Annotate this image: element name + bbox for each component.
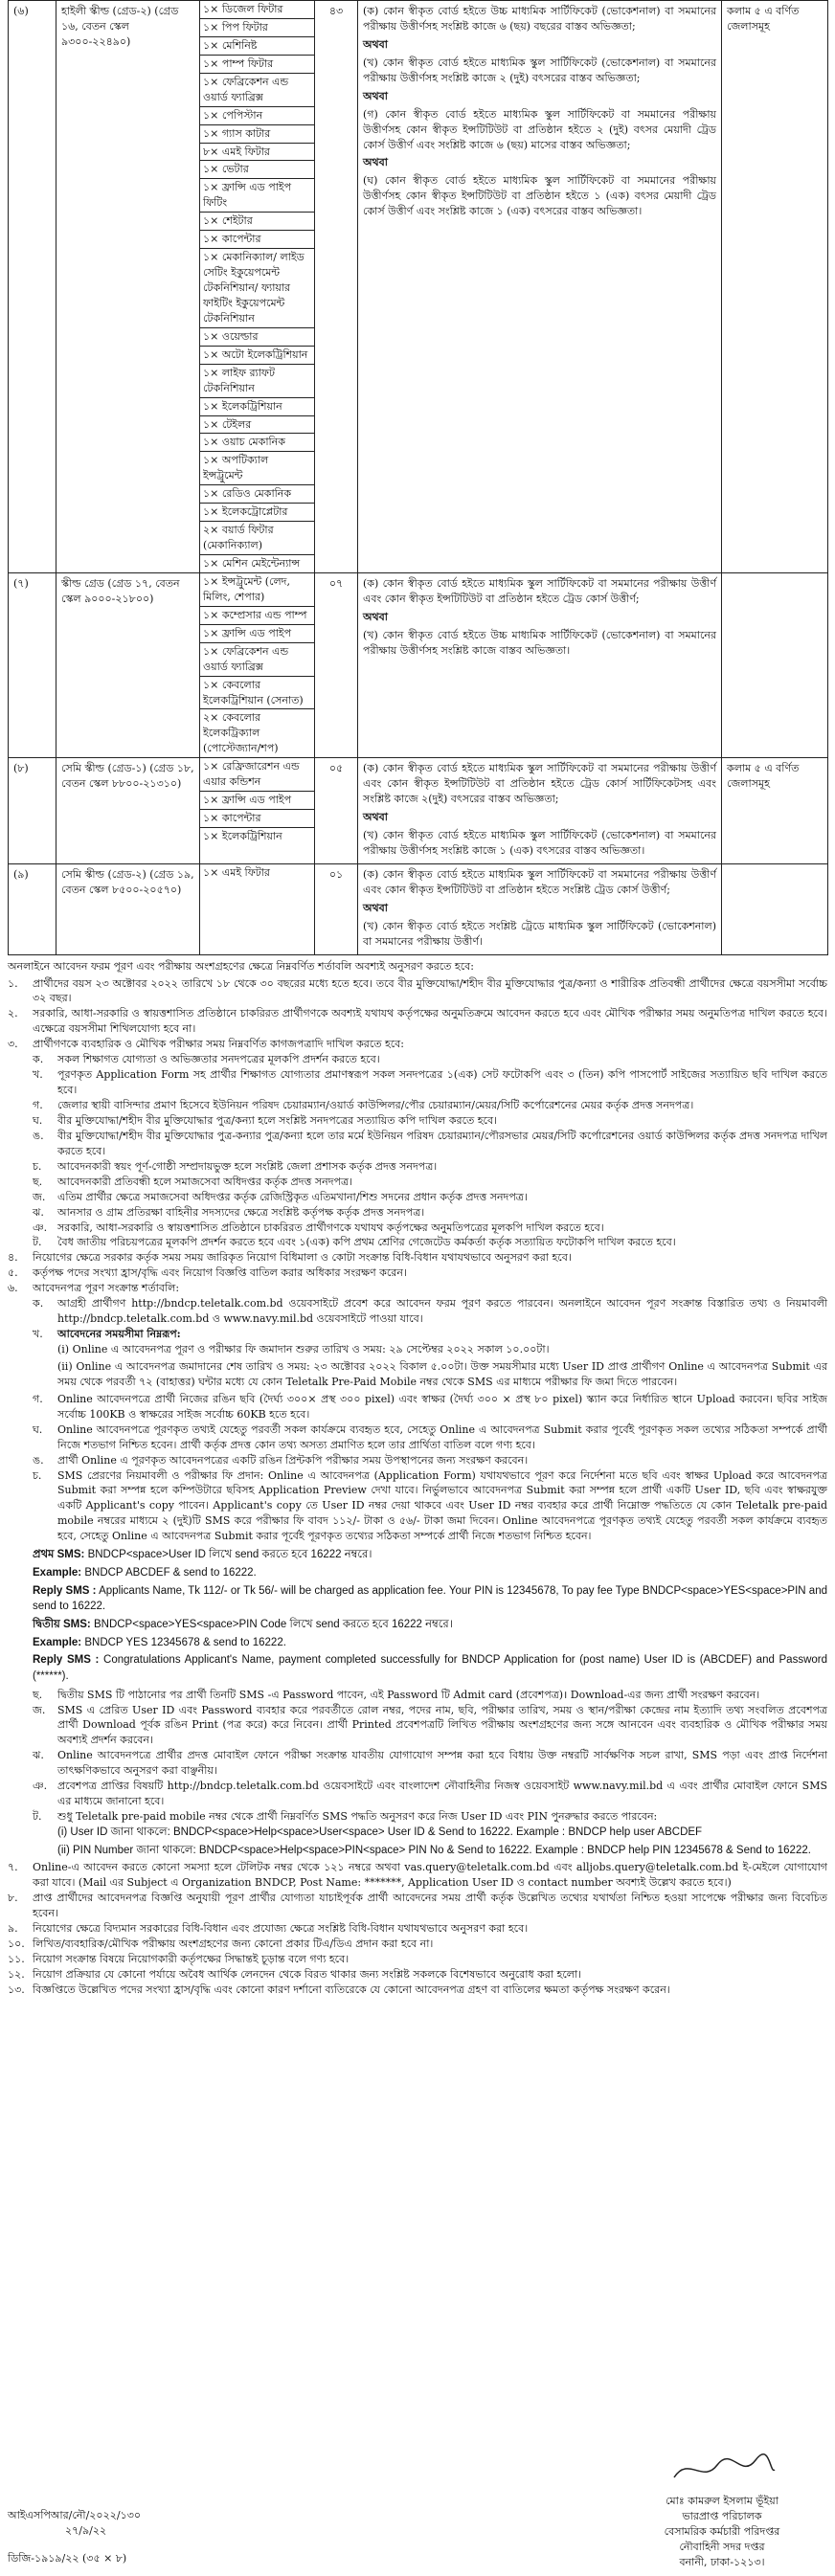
tail-text: বিজ্ঞপ্তিতে উল্লেখিত পদের সংখ্যা হ্রাস/বৃদ্ধি এবং কোনো কারণ দর্শানো ব্যতিরেকে যে কোনো আবেদনপত্র গ্রহণ বা বাতিলের ক্ষমতা কর্তৃপক্ষ সংরক্ষণ করেন।	[33, 1982, 670, 1996]
trade-item: ২× বয়ার্ড ফিটার (মেকানিক্যাল)	[200, 522, 314, 555]
recover-item: (ii) PIN Number জানা থাকলে: BNDCP<space>Help<space>PIN<space> PIN No & Send to 16222. Example : BNDCP help PIN 12345678 & Send to 16222.	[57, 1844, 811, 1856]
sms-first: BNDCP<space>User ID লিখে send করতে হবে 16222 নম্বরে।	[87, 1549, 372, 1561]
job-serial: (৬)	[9, 1, 56, 573]
document	[8, 0, 827, 1998]
condition-number: ৬.	[8, 1282, 18, 1295]
trade-item: ১× অপটিক্যাল ইন্সট্রুমেন্ট	[200, 452, 314, 485]
condition-text: সরকারি, আধা-সরকারি ও স্বায়ত্তশাসিত প্রতিষ্ঠানে চাকরিরত প্রার্থীগণকে অবশ্যই যথাযথ কর্তৃপক্ষের অনুমতিক্রমে আবেদন করতে হবে এবং মৌখিক পরীক্ষার সময় অনুমতিপত্র দাখিল করতে হবে। এক্ষেত্রে বয়সসীমা শিথিলযোগ্য হবে না।	[33, 1007, 827, 1036]
condition-number: ৩.	[8, 1038, 18, 1051]
post-sms-text: দ্বিতীয় SMS টি পাঠানোর পর প্রার্থী তিনটি SMS -এ Password পাবেন, এই Password টি Admit card (প্রবেশপত্র)। Download-এর জন্য প্রার্থী সংরক্ষণ করবেন।	[57, 1688, 760, 1701]
or-separator: অথবা	[363, 811, 388, 824]
job-area	[722, 863, 828, 954]
post-sms-text: শুধু Teletalk pre-paid mobile নম্বর থেকে প্রার্থী নিম্নবর্ণিত SMS পদ্ধতি অনুসরণ করে নিজ User ID এবং PIN পুনরুদ্ধার করতে পারবেন:	[57, 1810, 658, 1824]
trade-item: ১× ইলেকট্রিশিয়ান	[203, 830, 282, 842]
bullet-text: প্রার্থী Online এ পূরণকৃত আবেদনপত্রের একটি রঙিন প্রিন্টকপি পরীক্ষার সময় উপস্থাপনের জন্য সংরক্ষণ করবেন।	[57, 1453, 529, 1467]
dfp-code: ডিজি-১৯১৯/২২ (৩৫ × ৮)	[8, 2552, 127, 2565]
condition-number: ২.	[8, 1007, 18, 1020]
condition-number: ১.	[8, 976, 18, 990]
condition-text: কর্তৃপক্ষ পদের সংখ্যা হ্রাস/বৃদ্ধি এবং নিয়োগ বিজ্ঞপ্তি বাতিল করার অধিকার সংরক্ষণ করেন।	[33, 1266, 407, 1280]
job-trades	[200, 572, 315, 757]
qualification-item: (ক) কোন স্বীকৃত বোর্ড হইতে উচ্চ মাধ্যমিক সার্টিফিকেট (ভোকেশনাল) বা সমমানের পরীক্ষায় উত্তীর্ণসহ সংশ্লিষ্ট কাজে ৬ (ছয়) বছরের বাস্তব অভিজ্ঞতা;	[363, 5, 716, 33]
trade-item: ১× মেকানিক্যাল/ লাইড সেটিং ইকুয়েপমেন্ট টেকনিশিয়ান/ ফ্যায়ার ফাইটিং ইকুয়েপমেন্ট টেকনিশিয়ান	[200, 249, 314, 328]
or-separator: অথবা	[363, 156, 388, 169]
condition-text: বৈধ জাতীয় পরিচয়পত্রের মূলকপি প্রদর্শন করতে হবে এবং ১(এক) কপি প্রথম শ্রেণির গেজেটেড কর্মকর্তা কর্তৃক সত্যায়িত ফটোকপি দাখিল করতে হবে।	[57, 1236, 676, 1249]
or-separator: অথবা	[363, 610, 388, 623]
condition-item	[8, 1205, 827, 1221]
tail-number: ৯.	[8, 1922, 18, 1936]
condition-number: গ.	[33, 1099, 43, 1111]
trade-item: ১× শেইটার	[200, 213, 314, 231]
qualification-item: (খ) কোন স্বীকৃত বোর্ড হইতে সংশ্লিষ্ট ট্রেডে মাধ্যমিক স্কুল সার্টিফিকেট (ভোকেশনাল) বা সমমানের পরীক্ষায় উত্তীর্ণ।	[363, 919, 716, 948]
tail-item	[8, 1967, 827, 1982]
condition-number: ঞ.	[33, 1221, 48, 1234]
sms-reply2: Congratulations Applicant's Name, payment completed successfully for BNDCP Application for (post name) User ID is (ABCDEF) and Password (******).	[33, 1654, 827, 1682]
job-post: সেমি স্কীল্ড (গ্রেড-২) (গ্রেড ১৯, বেতন স্কেল ৮৫০০-২০৫৭০)	[56, 863, 200, 954]
condition-number: ছ.	[33, 1175, 43, 1188]
condition-text: পূরণকৃত Application Form সহ প্রার্থীর শিক্ষাগত যোগ্যতার প্রমাণস্বরূপ সকল সনদপত্রের ১(এক) সেট ফটোকপি এবং ৩ (তিন) কপি পাসপোর্ট সাইজের সত্যায়িত ছবি দাখিল করতে হবে।	[57, 1068, 827, 1097]
condition-number: জ.	[33, 1190, 46, 1203]
tail-item	[8, 1982, 827, 1998]
or-separator: অথবা	[363, 89, 388, 102]
tail-text: নিয়োগ প্রক্রিয়ার যে কোনো পর্যায়ে অবৈধ আর্থিক লেনদেন থেকে বিরত থাকার জন্য সংশ্লিষ্ট সকলকে বিশেষভাবে অনুরোধ করা হলো।	[33, 1967, 582, 1981]
trade-item: ১× গ্যাস কাটার	[200, 124, 314, 143]
condition-text: বীর মুক্তিযোদ্ধা/শহীদ বীর মুক্তিযোদ্ধার পুত্র/কন্যা হলে সংশ্লিষ্ট সনদপত্রের সত্যায়িত কপি দাখিল করতে হবে।	[57, 1113, 498, 1127]
condition-text: জেলার স্থায়ী বাসিন্দার প্রমাণ হিসেবে ইউনিয়ন পরিষদ চেয়ারম্যান/ওয়ার্ড কাউন্সিলর/পৌর চেয়ারম্যান/মেয়র/সিটি কর্পোরেশনের মেয়র কর্তৃক প্রদত্ত সনদপত্র।	[57, 1099, 694, 1111]
tail-number: ১০.	[8, 1938, 25, 1951]
condition-item	[8, 1129, 827, 1159]
job-post: হাইলী স্কীল্ড (গ্রেড-২) (গ্রেড ১৬, বেতন স্কেল ৯৩০০-২২৪৯০)	[56, 1, 200, 573]
reference-block	[8, 2508, 141, 2539]
condition-item	[8, 1067, 827, 1098]
signature-address: বনানী, ঢাকা-১২১৩।	[679, 2555, 765, 2568]
condition-item	[8, 1250, 827, 1266]
condition-item	[8, 1159, 827, 1175]
trade-item: ১× এমই ফিটার	[203, 865, 270, 879]
qualification-item: (খ) কোন স্বীকৃত বোর্ড হইতে মাধ্যমিক স্কুল সার্টিফিকেট (ভোকেশনাল) বা সমমানের পরীক্ষায় উত্তীর্ণসহ সংশ্লিষ্ট কাজে ২ (দুই) বৎসরের বাস্তব অভিজ্ঞতা;	[363, 56, 716, 84]
reference-date: ২৭/৯/২২	[65, 2523, 107, 2537]
job-post: স্কীল্ড গ্রেড (গ্রেড ১৭, বেতন স্কেল ৯০০০-২১৮০০)	[56, 572, 200, 757]
condition-number: ক.	[33, 1053, 44, 1066]
condition-text: এতিম প্রার্থীর ক্ষেত্রে সমাজসেবা অধিদপ্তর কর্তৃক রেজিস্ট্রিকৃত এতিমখানা/শিশু সদনের প্রধান কর্তৃক প্রদত্ত সনদপত্র।	[57, 1190, 528, 1203]
job-row	[9, 758, 828, 864]
condition-item	[8, 976, 827, 1007]
signature-name: মোঃ কামরুল ইসলাম ভূঁইয়া	[666, 2494, 779, 2507]
condition-item	[8, 1235, 827, 1250]
job-count: ০৭	[315, 572, 358, 757]
job-row	[9, 863, 828, 954]
trade-item: ১× ভেটার	[200, 161, 314, 179]
or-separator: অথবা	[363, 37, 388, 51]
condition-item	[8, 1266, 827, 1281]
condition-text: আনসার ও গ্রাম প্রতিরক্ষা বাহিনীর সদস্যদের ক্ষেত্রে সংশ্লিষ্ট কর্তৃপক্ষ কর্তৃক প্রদত্ত সনদপত্র।	[57, 1205, 425, 1219]
trade-item: ১× পাম্প ফিটার	[200, 55, 314, 73]
qualification-item: (ক) কোন স্বীকৃত বোর্ড হইতে মাধ্যমিক স্কুল সার্টিফিকেট বা সমমানের পরীক্ষায় উত্তীর্ণ এবং কোন স্বীকৃত ইন্সটিটিউট বা প্রতিষ্ঠান হইতে সংশ্লিষ্ট ট্রেড কোর্স উত্তীর্ণ;	[363, 867, 716, 896]
trade-item: ১× রেডিও মেকানিক	[200, 485, 314, 504]
job-area	[722, 572, 828, 757]
trade-item: ১× পেপিস্টান	[200, 106, 314, 124]
condition-number: ঝ.	[33, 1205, 44, 1219]
trade-item: ১× ফেব্রিকেশন এন্ড ওয়ার্ড ফ্যাব্রিক্স	[200, 642, 314, 676]
job-area: কলাম ৫ এ বর্ণিত জেলাসমূহ	[722, 758, 828, 864]
condition-text: আবেদনকারী স্বয়ং পূর্ণ-গোষ্ঠী সম্প্রদায়ভুক্ত হলে সংশ্লিষ্ট জেলা প্রশাসক কর্তৃক প্রদত্ত সনদপত্র।	[57, 1159, 438, 1173]
trade-item: ১× কম্প্রেসার এন্ড পাম্প	[200, 606, 314, 624]
helpline-text: Online-এ আবেদন করতে কোনো সমস্যা হলে টেলিটক নম্বর থেকে ১২১ নম্বরে অথবা vas.query@teletalk.com.bd এবং alljobs.query@teletalk.com.bd ই-মেইলে যোগাযোগ করা যাবে। (Mail এর Subject এ Organization BNDCP, Post Name: *******, Application User ID ও contact number অবশ্যই উল্লেখ করতে হবে।)	[33, 1861, 827, 1890]
condition-text: প্রার্থীগণকে ব্যবহারিক ও মৌখিক পরীক্ষার সময় নিম্নবর্ণিত কাগজপত্রাদি দাখিল করতে হবে:	[33, 1038, 405, 1051]
trade-item: ১× টেইলর	[200, 415, 314, 434]
trade-item: ১× ফেব্রিকেশন এন্ড ওয়ার্ড ফ্যাব্রিক্স	[200, 73, 314, 106]
condition-item	[8, 1175, 827, 1190]
job-serial: (৮)	[9, 758, 56, 864]
tail-number: ১১.	[8, 1952, 25, 1965]
signature-org: নৌবাহিনী সদর দপ্তর	[679, 2540, 765, 2553]
condition-item	[8, 1221, 827, 1236]
job-count: ০১	[315, 863, 358, 954]
tail-item	[8, 1952, 827, 1967]
job-area: কলাম ৫ এ বর্ণিত জেলাসমূহ	[722, 1, 828, 573]
trade-item: ১× ইলেকট্রিশিয়ান	[200, 397, 314, 415]
sms-example1: BNDCP ABCDEF & send to 16222.	[84, 1566, 257, 1579]
sms-example2: BNDCP YES 12345678 & send to 16222.	[84, 1636, 286, 1648]
condition-number: ঙ.	[33, 1129, 44, 1142]
signature-designation: ভারপ্রাপ্ত পরিচালক	[682, 2509, 762, 2522]
condition-number: ৪.	[8, 1251, 18, 1265]
online-apply-section: ক. আগ্রহী প্রার্থীগণ http://bndcp.teletalk.com.bd ওয়েবসাইটে প্রবেশ করে আবেদন ফরম পূরণ করতে পারবেন। অনলাইনে আবেদন পূরণ সংক্রান্ত বিস্তারিত তথ্য ও নিয়মাবলী http://bndcp.teletalk.com.bd ও www.navy.mil.bd ওয়েবসাইটে পাওয়া যাবে। খ. আবেদনের সময়সীমা নিম্নরূপ: (i) Online এ আবেদনপত্র পূরণ ও পরীক্ষার ফি জমাদান শুরুর তারিখ ও সময়: ২৯ সেপ্টেম্বর ২০২২ সকাল ১০.০০টা। (ii) Online এ আবেদনপত্র জমাদানের শেষ তারিখ ও সময়: ২৩ অক্টোবর ২০২২ বিকাল ৫.০০টা। উক্ত সময়সীমার মধ্যে User ID প্রাপ্ত প্রার্থীগণ Online এ আবেদনপত্র Submit এর সময় থেকে পরবর্তী ৭২ (বাহাত্তর) ঘন্টার মধ্যে যে কোন Teletalk Pre-Paid Mobile নম্বর থেকে SMS এর মাধ্যমে পরীক্ষার ফি জমা দিতে পারবেন। গ. Online আবেদনপত্রে প্রার্থী নিজের রঙিন ছবি (দৈর্ঘ্য ৩০০× প্রস্থ ৩০০ pixel) এবং স্বাক্ষর (দৈর্ঘ্য ৩০০ × প্রস্থ ৮০ pixel) স্ক্যান করে নির্ধারিত স্থানে Upload করবেন। ছবির সাইজ সর্বোচ্চ 100KB ও স্বাক্ষরের সাইজ সর্বোচ্চ 60KB হতে হবে। ঘ. Online আবেদনপত্রে পূরণকৃত তথ্যই যেহেতু পরবর্তী সকল কার্যক্রমে ব্যবহৃত হবে, সেহেতু Online এ আবেদনপত্র Submit করার পূর্বেই পূরণকৃত সকল তথ্যের সঠিকতা সম্পর্কে প্রার্থী নিজে শতভাগ নিশ্চিত হবেন। প্রার্থী কর্তৃক প্রদত্ত কোন তথ্য অসত্য প্রমাণিত হলে তার প্রার্থিতা বাতিল বলে গণ্য হবে। ঙ. প্রার্থী Online এ পূরণকৃত আবেদনপত্রের একটি রঙিন প্রিন্টকপি পরীক্ষার সময় উপস্থাপনের জন্য সংরক্ষণ করবেন। চ. SMS প্রেরণের নিয়মাবলী ও পরীক্ষার ফি প্রদান: Online এ আবেদনপত্র (Application Form) যথাযথভাবে পূরণ করে নির্দেশনা মতে ছবি এবং স্বাক্ষর Upload করে আবেদনপত্র Submit করা সম্পন্ন হলে কম্পিউটারে ছবিসহ Application Preview দেখা যাবে। নির্ভুলভাবে আবেদনপত্র Submit করা সম্পন্ন হলে প্রার্থী একটি User ID, ছবি এবং স্বাক্ষরযুক্ত একটি Applicant's copy পাবেন। Applicant's copy তে User ID নম্বর দেয়া থাকবে এবং User ID নম্বর ব্যবহার করে প্রার্থী নিম্নোক্ত পদ্ধতিতে যে কোন Teletalk pre-paid mobile নম্বরের মাধ্যমে ২ (দুই)টি SMS করে পরীক্ষার ফি বাবদ ১১২/- টাকা ও ৫৬/- টাকা জমা দিবেন। Online আবেদনপত্রে পূরণকৃত তথ্যই যেহেতু পরবর্তী সকল কার্যক্রমে ব্যবহৃত হবে, সেহেতু Online এ আবেদনপত্র Submit করার পূর্বেই পূরণকৃত তথ্যের সঠিকতা সম্পর্কে প্রার্থী নিজে শতভাগ নিশ্চিত হবেন।	[33, 1297, 827, 1543]
condition-item	[8, 1190, 827, 1205]
trade-item: ২× কেবলোর ইলেকট্রিক্যাল (পোস্টেজ্যান/শপ)	[203, 711, 279, 755]
trade-item: ১× কেবলোর ইলেকট্রিশিয়ান (সেনাত)	[200, 676, 314, 709]
post-sms-section: ছ. দ্বিতীয় SMS টি পাঠানোর পর প্রার্থী তিনটি SMS -এ Password পাবেন, এই Password টি Admit card (প্রবেশপত্র)। Download-এর জন্য প্রার্থী সংরক্ষণ করবেন। জ. SMS এ প্রেরিত User ID এবং Password ব্যবহার করে পরবর্তীতে রোল নম্বর, পদের নাম, ছবি, পরীক্ষার তারিখ, সময় ও স্থান/পরীক্ষা কেন্দ্রের নাম ইত্যাদি তথ্য সংবলিত প্রবেশপত্র প্রার্থী Download পূর্বক রঙিন Print (পত্র করে) করে নিবেন। প্রার্থী Printed প্রবেশপত্রটি লিখিত পরীক্ষায় অংশগ্রহণের জন্য সঙ্গে আনবেন এবং ব্যবহারিক ও মৌখিক পরীক্ষার সময় অবশ্যই প্রদর্শন করবেন। ঝ. Online আবেদনপত্রে প্রার্থীর প্রদত্ত মোবাইল ফোনে পরীক্ষা সংক্রান্ত যাবতীয় যোগাযোগ সম্পন্ন করা হবে বিধায় উক্ত নম্বরটি সার্বক্ষণিক সচল রাখা, SMS পড়া এবং প্রাপ্ত নির্দেশনা তাৎক্ষণিকভাবে অনুসরণ করা বাঞ্ছনীয়। ঞ. প্রবেশপত্র প্রাপ্তির বিষয়টি http://bndcp.teletalk.com.bd ওয়েবসাইটে এবং বাংলাদেশ নৌবাহিনীর নিজস্ব ওয়েবসাইট www.navy.mil.bd এ এবং প্রার্থীর মোবাইল ফোনে SMS এর মাধ্যমে জানানো হবে। ট. শুধু Teletalk pre-paid mobile নম্বর থেকে প্রার্থী নিম্নবর্ণিত SMS পদ্ধতি অনুসরণ করে নিজ User ID এবং PIN পুনরুদ্ধার করতে পারবেন: (i) User ID জানা থাকলে: BNDCP<space>Help<space>User<space> User ID & Send to 16222. Example : BNDCP help user ABCDEF (ii) PIN Number জানা থাকলে: BNDCP<space>Help<space>PIN<space> PIN No & Send to 16222. Example : BNDCP help PIN 12345678 & Send to 16222.	[8, 1688, 827, 1859]
condition-item	[8, 1037, 827, 1052]
tail-number: ৮.	[8, 1892, 18, 1905]
qualification-item: (ঘ) কোন স্বীকৃত বোর্ড হইতে মাধ্যমিক স্কুল সার্টিফিকেট বা সমমানের পরীক্ষায় উত্তীর্ণসহ কোন স্বীকৃত ইন্সটিটিউট বা প্রতিষ্ঠান হইতে ১ (এক) বৎসর মেয়াদী ট্রেড কোর্স উত্তীর্ণ এবং সংশ্লিষ্ট কাজে ১ (এক) বৎসরের বাস্তব অভিজ্ঞতা।	[363, 174, 716, 218]
trade-item: ১× ইলেকট্রোপ্লেটার	[200, 504, 314, 522]
condition-number: ৫.	[8, 1266, 18, 1280]
condition-text: আবেদনকারী প্রতিবন্ধী হলে সমাজসেবা অধিদপ্তর কর্তৃক প্রদত্ত সনদপত্র।	[57, 1175, 352, 1188]
trade-item: ১× কাপেন্টার	[200, 810, 314, 828]
condition-number: ঘ.	[33, 1113, 43, 1127]
trade-item: ৮× এমই ফিটার	[200, 143, 314, 161]
tail-item	[8, 1937, 827, 1952]
post-sms-text: Online আবেদনপত্রে প্রার্থীর প্রদত্ত মোবাইল ফোনে পরীক্ষা সংক্রান্ত যাবতীয় যোগাযোগ সম্পন্ন করা হবে বিধায় উক্ত নম্বরটি সার্বক্ষণিক সচল রাখা, SMS পড়া এবং প্রাপ্ত নির্দেশনা তাৎক্ষণিকভাবে অনুসরণ করা বাঞ্ছনীয়।	[57, 1749, 827, 1778]
condition-text: সরকারি, আধা-সরকারি ও স্বায়ত্তশাসিত প্রতিষ্ঠানে চাকরিরত প্রার্থীগণকে যথাযথ কর্তৃপক্ষের অনুমতিপত্রের মূলকপি দাখিল করতে হবে।	[57, 1221, 604, 1234]
qualification-item: (গ) কোন স্বীকৃত বোর্ড হইতে মাধ্যমিক স্কুল সার্টিফিকেট বা সমমানের পরীক্ষায় উত্তীর্ণসহ কোন স্বীকৃত ইন্সটিটিউট বা প্রতিষ্ঠান হইতে ২ (দুই) বৎসর মেয়াদী ট্রেড কোর্স উত্তীর্ণ এবং সংশ্লিষ্ট কাজে ৬ (ছয়) মাসের বাস্তব অভিজ্ঞতা;	[363, 107, 716, 151]
tail-item	[8, 1921, 827, 1937]
schedule-item: (i) Online এ আবেদনপত্র পূরণ ও পরীক্ষার ফি জমাদান শুরুর তারিখ ও সময়: ২৯ সেপ্টেম্বর ২০২২ সকাল ১০.০০টা।	[57, 1343, 550, 1355]
sms-reply1: Applicants Name, Tk 112/- or Tk 56/- will be charged as application fee. Your PIN is 12345678, To pay fee Type BNDCP<space>YES<space>PIN and send to 16222.	[33, 1584, 827, 1613]
condition-text: আবেদনপত্র পূরণ সংক্রান্ত শর্তাবলি:	[33, 1282, 180, 1295]
job-qualification	[358, 863, 722, 954]
trade-item: ১× ডিজেল ফিটার	[200, 1, 314, 18]
tail-number: ১৩.	[8, 1982, 25, 1996]
trade-item: ১× কাপেন্টার	[200, 231, 314, 249]
trade-item: ১× ওয়েল্ডার	[200, 327, 314, 346]
sms-second: BNDCP<space>YES<space>PIN Code লিখে send করতে হবে 16222 নম্বরে।	[93, 1618, 453, 1630]
online-apply-text: আগ্রহী প্রার্থীগণ http://bndcp.teletalk.com.bd ওয়েবসাইটে প্রবেশ করে আবেদন ফরম পূরণ করতে পারবেন। অনলাইনে আবেদন পূরণ সংক্রান্ত বিস্তারিত তথ্য ও নিয়মাবলী http://bndcp.teletalk.com.bd ও www.navy.mil.bd ওয়েবসাইটে পাওয়া যাবে।	[57, 1297, 827, 1326]
job-row	[9, 1, 828, 573]
recover-item: (i) User ID জানা থাকলে: BNDCP<space>Help<space>User<space> User ID & Send to 16222. Example : BNDCP help user ABCDEF	[57, 1826, 703, 1838]
condition-item	[8, 1098, 827, 1113]
qualification-item: (খ) কোন স্বীকৃত বোর্ড হইতে উচ্চ মাধ্যমিক সার্টিফিকেট (ভোকেশনাল) বা সমমানের পরীক্ষায় উত্তীর্ণসহ সংশ্লিষ্ট কাজে বাস্তব অভিজ্ঞতা।	[363, 628, 716, 657]
job-trades	[200, 1, 315, 573]
or-separator: অথবা	[363, 901, 388, 914]
condition-number: চ.	[33, 1159, 42, 1173]
job-row	[9, 572, 828, 757]
condition-text: নিয়োগের ক্ষেত্রে সরকার কর্তৃক সময় সময় জারিকৃত নিয়োগ বিধিমালা ও কোটা সংক্রান্ত বিধি-বিধান যথাযথভাবে অনুসরণ করা হবে।	[33, 1251, 572, 1265]
intro-text: অনলাইনে আবেদন ফরম পূরণ এবং পরীক্ষায় অংশগ্রহণের ক্ষেত্রে নিম্নবর্ণিত শর্তাবলি অবশ্যই অনুসরণ করতে হবে:	[8, 959, 474, 973]
tail-item	[8, 1891, 827, 1921]
trade-item: ১× মেশিনিষ্ট	[200, 36, 314, 55]
condition-text: সকল শিক্ষাগত যোগ্যতা ও অভিজ্ঞতার সনদপত্রের মূলকপি প্রদর্শন করতে হবে।	[57, 1053, 380, 1066]
jobs-table	[8, 0, 828, 955]
qualification-item: (খ) কোন স্বীকৃত বোর্ড হইতে মাধ্যমিক স্কুল সার্টিফিকেট (ভোকেশনাল) বা সমমানের পরীক্ষায় উত্তীর্ণসহ সংশ্লিষ্ট কাজে ১ (এক) বৎসরের বাস্তব অভিজ্ঞতা।	[363, 829, 716, 857]
condition-item	[8, 1281, 827, 1296]
condition-number: ট.	[33, 1236, 42, 1249]
job-qualification	[358, 758, 722, 864]
schedule-item: (ii) Online এ আবেদনপত্র জমাদানের শেষ তারিখ ও সময়: ২৩ অক্টোবর ২০২২ বিকাল ৫.০০টা। উক্ত সময়সীমার মধ্যে User ID প্রাপ্ত প্রার্থীগণ Online এ আবেদনপত্র Submit এর সময় থেকে পরবর্তী ৭২ (বাহাত্তর) ঘন্টার মধ্যে যে কোন Teletalk Pre-Paid Mobile নম্বর থেকে SMS এর মাধ্যমে পরীক্ষার ফি জমা দিতে পারবেন।	[57, 1359, 827, 1388]
signature-block	[617, 2451, 827, 2570]
tail-text: লিখিত/ব্যবহারিক/মৌখিক পরীক্ষায় অংশগ্রহণের জন্য কোনো প্রকার টিএ/ডিএ প্রদান করা হবে না।	[33, 1938, 434, 1951]
job-qualification	[358, 572, 722, 757]
trade-item: ১× অটো ইলেকট্রিশিয়ান	[200, 346, 314, 364]
trade-item: ১× লাইফ র‍্যাফট টেকনিশিয়ান	[200, 364, 314, 397]
condition-text: প্রার্থীদের বয়স ২৩ অক্টোবর ২০২২ তারিখে ১৮ থেকে ৩০ বছরের মধ্যে হতে হবে। তবে বীর মুক্তিযোদ্ধা/শহীদ বীর মুক্তিযোদ্ধার পুত্র/কন্যা ও শারীরিক প্রতিবন্ধী প্রার্থীদের ক্ষেত্রে বয়সসীমা সর্বোচ্চ ৩২ বছর।	[33, 976, 827, 1005]
job-post: সেমি স্কীল্ড (গ্রেড-১) (গ্রেড ১৮, বেতন স্কেল ৮৮০০-২১৩১০)	[56, 758, 200, 864]
job-serial: (৭)	[9, 572, 56, 757]
conditions-section: অনলাইনে আবেদন ফরম পূরণ এবং পরীক্ষায় অংশগ্রহণের ক্ষেত্রে নিম্নবর্ণিত শর্তাবলি অবশ্যই অনুসরণ করতে হবে: ১. প্রার্থীদের বয়স ২৩ অক্টোবর ২০২২ তারিখে ১৮ থেকে ৩০ বছরের মধ্যে হতে হবে। তবে বীর মুক্তিযোদ্ধা/শহীদ বীর মুক্তিযোদ্ধার পুত্র/কন্যা ও শারীরিক প্রতিবন্ধী প্রার্থীদের ক্ষেত্রে বয়সসীমা সর্বোচ্চ ৩২ বছর। ২. সরকারি, আধা-সরকারি ও স্বায়ত্তশাসিত প্রতিষ্ঠানে চাকরিরত প্রার্থীগণকে অবশ্যই যথাযথ কর্তৃপক্ষের অনুমতিক্রমে আবেদন করতে হবে এবং মৌখিক পরীক্ষার সময় অনুমতিপত্র দাখিল করতে হবে। এক্ষেত্রে বয়সসীমা শিথিলযোগ্য হবে না। ৩. প্রার্থীগণকে ব্যবহারিক ও মৌখিক পরীক্ষার সময় নিম্নবর্ণিত কাগজপত্রাদি দাখিল করতে হবে: ক. সকল শিক্ষাগত যোগ্যতা ও অভিজ্ঞতার সনদপত্রের মূলকপি প্রদর্শন করতে হবে। খ. পূরণকৃত Application Form সহ প্রার্থীর শিক্ষাগত যোগ্যতার প্রমাণস্বরূপ সকল সনদপত্রের ১(এক) সেট ফটোকপি এবং ৩ (তিন) কপি পাসপোর্ট সাইজের সত্যায়িত ছবি দাখিল করতে হবে। গ. জেলার স্থায়ী বাসিন্দার প্রমাণ হিসেবে ইউনিয়ন পরিষদ চেয়ারম্যান/ওয়ার্ড কাউন্সিলর/পৌর চেয়ারম্যান/মেয়র/সিটি কর্পোরেশনের মেয়র কর্তৃক প্রদত্ত সনদপত্র। ঘ. বীর মুক্তিযোদ্ধা/শহীদ বীর মুক্তিযোদ্ধার পুত্র/কন্যা হলে সংশ্লিষ্ট সনদপত্রের সত্যায়িত কপি দাখিল করতে হবে। ঙ. বীর মুক্তিযোদ্ধা/শহীদ বীর মুক্তিযোদ্ধার পুত্র-কন্যার পুত্র/কন্যা হলে তার মর্মে ইউনিয়ন পরিষদ চেয়ারম্যান/পৌরসভার মেয়র/সিটি কর্পোরেশনের ওয়ার্ড কাউন্সিলর কর্তৃক প্রদত্ত সনদপত্র দাখিল করতে হবে। চ. আবেদনকারী স্বয়ং পূর্ণ-গোষ্ঠী সম্প্রদায়ভুক্ত হলে সংশ্লিষ্ট জেলা প্রশাসক কর্তৃক প্রদত্ত সনদপত্র। ছ. আবেদনকারী প্রতিবন্ধী হলে সমাজসেবা অধিদপ্তর কর্তৃক প্রদত্ত সনদপত্র। জ. এতিম প্রার্থীর ক্ষেত্রে সমাজসেবা অধিদপ্তর কর্তৃক রেজিস্ট্রিকৃত এতিমখানা/শিশু সদনের প্রধান কর্তৃক প্রদত্ত সনদপত্র। ঝ. আনসার ও গ্রাম প্রতিরক্ষা বাহিনীর সদস্যদের ক্ষেত্রে সংশ্লিষ্ট কর্তৃপক্ষ কর্তৃক প্রদত্ত সনদপত্র। ঞ. সরকারি, আধা-সরকারি ও স্বায়ত্তশাসিত প্রতিষ্ঠানে চাকরিরত প্রার্থীগণকে যথাযথ কর্তৃপক্ষের অনুমতিপত্রের মূলকপি দাখিল করতে হবে। ট. বৈধ জাতীয় পরিচয়পত্রের মূলকপি প্রদর্শন করতে হবে এবং ১(এক) কপি প্রথম শ্রেণির গেজেটেড কর্মকর্তা কর্তৃক সত্যায়িত ফটোকপি দাখিল করতে হবে। ৪. নিয়োগের ক্ষেত্রে সরকার কর্তৃক সময় সময় জারিকৃত নিয়োগ বিধিমালা ও কোটা সংক্রান্ত বিধি-বিধান যথাযথভাবে অনুসরণ করা হবে। ৫. কর্তৃপক্ষ পদের সংখ্যা হ্রাস/বৃদ্ধি এবং নিয়োগ বিজ্ঞপ্তি বাতিল করার অধিকার সংরক্ষণ করেন। ৬. আবেদনপত্র পূরণ সংক্রান্ত শর্তাবলি: ক. আগ্রহী প্রার্থীগণ http://bndcp.teletalk.com.bd ওয়েবসাইটে প্রবেশ করে আবেদন ফরম পূরণ করতে পারবেন। অনলাইনে আবেদন পূরণ সংক্রান্ত বিস্তারিত তথ্য ও নিয়মাবলী http://bndcp.teletalk.com.bd ও www.navy.mil.bd ওয়েবসাইটে পাওয়া যাবে। খ. আবেদনের সময়সীমা নিম্নরূপ: (i) Online এ আবেদনপত্র পূরণ ও পরীক্ষার ফি জমাদান শুরুর তারিখ ও সময়: ২৯ সেপ্টেম্বর ২০২২ সকাল ১০.০০টা। (ii) Online এ আবেদনপত্র জমাদানের শেষ তারিখ ও সময়: ২৩ অক্টোবর ২০২২ বিকাল ৫.০০টা। উক্ত সময়সীমার মধ্যে User ID প্রাপ্ত প্রার্থীগণ Online এ আবেদনপত্র Submit এর সময় থেকে পরবর্তী ৭২ (বাহাত্তর) ঘন্টার মধ্যে যে কোন Teletalk Pre-Paid Mobile নম্বর থেকে SMS এর মাধ্যমে পরীক্ষার ফি জমা দিতে পারবেন। গ. Online আবেদনপত্রে প্রার্থী নিজের রঙিন ছবি (দৈর্ঘ্য ৩০০× প্রস্থ ৩০০ pixel) এবং স্বাক্ষর (দৈর্ঘ্য ৩০০ × প্রস্থ ৮০ pixel) স্ক্যান করে নির্ধারিত স্থানে Upload করবেন। ছবির সাইজ সর্বোচ্চ 100KB ও স্বাক্ষরের সাইজ সর্বোচ্চ 60KB হতে হবে। ঘ. Online আবেদনপত্রে পূরণকৃত তথ্যই যেহেতু পরবর্তী সকল কার্যক্রমে ব্যবহৃত হবে, সেহেতু Online এ আবেদনপত্র Submit করার পূর্বেই পূরণকৃত সকল তথ্যের সঠিকতা সম্পর্কে প্রার্থী নিজে শতভাগ নিশ্চিত হবেন। প্রার্থী কর্তৃক প্রদত্ত কোন তথ্য অসত্য প্রমাণিত হলে তার প্রার্থিতা বাতিল বলে গণ্য হবে। ঙ. প্রার্থী Online এ পূরণকৃত আবেদনপত্রের একটি রঙিন প্রিন্টকপি পরীক্ষার সময় উপস্থাপনের জন্য সংরক্ষণ করবেন। চ. SMS প্রেরণের নিয়মাবলী ও পরীক্ষার ফি প্রদান: Online এ আবেদনপত্র (Application Form) যথাযথভাবে পূরণ করে নির্দেশনা মতে ছবি এবং স্বাক্ষর Upload করে আবেদনপত্র Submit করা সম্পন্ন হলে কম্পিউটারে ছবিসহ Application Preview দেখা যাবে। নির্ভুলভাবে আবেদনপত্র Submit করা সম্পন্ন হলে প্রার্থী একটি User ID, ছবি এবং স্বাক্ষরযুক্ত একটি Applicant's copy পাবেন। Applicant's copy তে User ID নম্বর দেয়া থাকবে এবং User ID নম্বর ব্যবহার করে প্রার্থী নিম্নোক্ত পদ্ধতিতে যে কোন Teletalk pre-paid mobile নম্বরের মাধ্যমে ২ (দুই)টি SMS করে পরীক্ষার ফি বাবদ ১১২/- টাকা ও ৫৬/- টাকা জমা দিবেন। Online আবেদনপত্রে পূরণকৃত তথ্যই যেহেতু পরবর্তী সকল কার্যক্রমে ব্যবহৃত হবে, সেহেতু Online এ আবেদনপত্র Submit করার পূর্বেই পূরণকৃত তথ্যের সঠিকতা সম্পর্কে প্রার্থী নিজে শতভাগ নিশ্চিত হবেন। প্রথম SMS: BNDCP<space>User ID লিখে send করতে হবে 16222 নম্বরে। Example: BNDCP ABCDEF & send to 16222. Reply SMS : Applicants Name, Tk 112/- or Tk 56/- will be charged as application fee. Your PIN is 12345678, To pay fee Type BNDCP<space>YES<space>PIN and send to 16222. দ্বিতীয় SMS: BNDCP<space>YES<space>PIN Code লিখে send করতে হবে 16222 নম্বরে। Example: BNDCP YES 12345678 & send to 16222. Reply SMS : Congratulations Applicant's Name, payment completed successfully for BNDCP Application for (post name) User ID is (ABCDEF) and Password (******). ছ. দ্বিতীয় SMS টি পাঠানোর পর প্রার্থী তিনটি SMS -এ Password পাবেন, এই Password টি Admit card (প্রবেশপত্র)। Download-এর জন্য প্রার্থী সংরক্ষণ করবেন। জ. SMS এ প্রেরিত User ID এবং Password ব্যবহার করে পরবর্তীতে রোল নম্বর, পদের নাম, ছবি, পরীক্ষার তারিখ, সময় ও স্থান/পরীক্ষা কেন্দ্রের নাম ইত্যাদি তথ্য সংবলিত প্রবেশপত্র প্রার্থী Download পূর্বক রঙিন Print (পত্র করে) করে নিবেন। প্রার্থী Printed প্রবেশপত্রটি লিখিত পরীক্ষায় অংশগ্রহণের জন্য সঙ্গে আনবেন এবং ব্যবহারিক ও মৌখিক পরীক্ষার সময় অবশ্যই প্রদর্শন করবেন। ঝ. Online আবেদনপত্রে প্রার্থীর প্রদত্ত মোবাইল ফোনে পরীক্ষা সংক্রান্ত যাবতীয় যোগাযোগ সম্পন্ন করা হবে বিধায় উক্ত নম্বরটি সার্বক্ষণিক সচল রাখা, SMS পড়া এবং প্রাপ্ত নির্দেশনা তাৎক্ষণিকভাবে অনুসরণ করা বাঞ্ছনীয়। ঞ. প্রবেশপত্র প্রাপ্তির বিষয়টি http://bndcp.teletalk.com.bd ওয়েবসাইটে এবং বাংলাদেশ নৌবাহিনীর নিজস্ব ওয়েবসাইট www.navy.mil.bd এ এবং প্রার্থীর মোবাইল ফোনে SMS এর মাধ্যমে জানানো হবে। ট. শুধু Teletalk pre-paid mobile নম্বর থেকে প্রার্থী নিম্নবর্ণিত SMS পদ্ধতি অনুসরণ করে নিজ User ID এবং PIN পুনরুদ্ধার করতে পারবেন: (i) User ID জানা থাকলে: BNDCP<space>Help<space>User<space> User ID & Send to 16222. Example : BNDCP help user ABCDEF (ii) PIN Number জানা থাকলে: BNDCP<space>Help<space>PIN<space> PIN No & Send to 16222. Example : BNDCP help PIN 12345678 & Send to 16222. ৭. Online-এ আবেদন করতে কোনো সমস্যা হলে টেলিটক নম্বর থেকে ১২১ নম্বরে অথবা vas.query@teletalk.com.bd এবং alljobs.query@teletalk.com.bd ই-মেইলে যোগাযোগ করা যাবে। (Mail এর Subject এ Organization BNDCP, Post Name: *******, Application User ID ও contact number অবশ্যই উল্লেখ করতে হবে।) ৮. প্রাপ্ত প্রার্থীদের আবেদনপত্র বিজ্ঞপ্তি অনুযায়ী পূরণ প্রার্থীর যোগ্যতা যাচাইপূর্বক প্রার্থী আবেদনের সময় প্রার্থী কর্তৃক উল্লেখিত তথ্যের যথার্থতা নিশ্চিত হওয়া সাপেক্ষে পরীক্ষার জন্য বিবেচিত হবেন। ৯. নিয়োগের ক্ষেত্রে বিদ্যমান সরকারের বিধি-বিধান এবং প্রযোজ্য ক্ষেত্রে সংশ্লিষ্ট বিধি-বিধান যথাযথভাবে অনুসরণ করা হবে। ১০. লিখিত/ব্যবহারিক/মৌখিক পরীক্ষায় অংশগ্রহণের জন্য কোনো প্রকার টিএ/ডিএ প্রদান করা হবে না। ১১. নিয়োগ সংক্রান্ত বিষয়ে নিয়োগকারী কর্তৃপক্ষের সিদ্ধান্তই চূড়ান্ত বলে গণ্য হবে। ১২. নিয়োগ প্রক্রিয়ার যে কোনো পর্যায়ে অবৈধ আর্থিক লেনদেন থেকে বিরত থাকার জন্য সংশ্লিষ্ট সকলকে বিশেষভাবে অনুরোধ করা হলো। ১৩. বিজ্ঞপ্তিতে উল্লেখিত পদের সংখ্যা হ্রাস/বৃদ্ধি এবং কোনো কারণ দর্শানো ব্যতিরেকে যে কোনো আবেদনপত্র গ্রহণ বা বাতিলের ক্ষমতা কর্তৃপক্ষ সংরক্ষণ করেন।	[8, 959, 827, 1996]
condition-item	[8, 1113, 827, 1129]
bullet-text: Online আবেদনপত্রে পূরণকৃত তথ্যই যেহেতু পরবর্তী সকল কার্যক্রমে ব্যবহৃত হবে, সেহেতু Online এ আবেদনপত্র Submit করার পূর্বেই পূরণকৃত সকল তথ্যের সঠিকতা সম্পর্কে প্রার্থী নিজে শতভাগ নিশ্চিত হবেন। প্রার্থী কর্তৃক প্রদত্ত কোন তথ্য অসত্য প্রমাণিত হলে তার প্রার্থিতা বাতিল বলে গণ্য হবে।	[57, 1422, 827, 1451]
job-count: ০৫	[315, 758, 358, 864]
qualification-item: (ক) কোন স্বীকৃত বোর্ড হইতে মাধ্যমিক স্কুল সার্টিফিকেট বা সমমানের পরীক্ষায় উত্তীর্ণ এবং কোন স্বীকৃত ইন্সটিটিউট বা প্রতিষ্ঠান হইতে ট্রেড কোর্স উত্তীর্ণ;	[363, 576, 716, 605]
sms-section	[33, 1547, 827, 1684]
tail-text: নিয়োগের ক্ষেত্রে বিদ্যমান সরকারের বিধি-বিধান এবং প্রযোজ্য ক্ষেত্রে সংশ্লিষ্ট বিধি-বিধান যথাযথভাবে অনুসরণ করা হবে।	[33, 1922, 529, 1936]
condition-text: বীর মুক্তিযোদ্ধা/শহীদ বীর মুক্তিযোদ্ধার পুত্র-কন্যার পুত্র/কন্যা হলে তার মর্মে ইউনিয়ন পরিষদ চেয়ারম্যান/পৌরসভার মেয়র/সিটি কর্পোরেশনের ওয়ার্ড কাউন্সিলর কর্তৃক প্রদত্ত সনদপত্র দাখিল করতে হবে।	[57, 1129, 827, 1157]
trade-item: ১× ওয়াচ মেকানিক	[200, 434, 314, 452]
trade-item: ১× ফ্রান্সি এড পাইপ ফিটিং	[200, 179, 314, 213]
tail-text: নিয়োগ সংক্রান্ত বিষয়ে নিয়োগকারী কর্তৃপক্ষের সিদ্ধান্তই চূড়ান্ত বলে গণ্য হবে।	[33, 1952, 350, 1965]
schedule-title: আবেদনের সময়সীমা নিম্নরূপ:	[57, 1328, 181, 1341]
sms-example1-label: Example:	[33, 1566, 82, 1579]
signature-org: বেসামরিক কর্মচারী পরিদপ্তর	[664, 2524, 780, 2538]
trade-item: ১× ফ্রান্সি এড পাইপ	[200, 792, 314, 810]
bullet-text: Online আবেদনপত্রে প্রার্থী নিজের রঙিন ছবি (দৈর্ঘ্য ৩০০× প্রস্থ ৩০০ pixel) এবং স্বাক্ষর (দৈর্ঘ্য ৩০০ × প্রস্থ ৮০ pixel) স্ক্যান করে নির্ধারিত স্থানে Upload করবেন। ছবির সাইজ সর্বোচ্চ 100KB ও স্বাক্ষরের সাইজ সর্বোচ্চ 60KB হতে হবে।	[57, 1392, 827, 1421]
signature-mark	[665, 2451, 779, 2489]
trade-item: ১× ইন্সট্রুমেন্ট (লেদ, মিলিং, শেপার)	[200, 573, 314, 606]
trade-item: ১× পিপ ফিটার	[200, 18, 314, 36]
condition-item	[8, 1006, 827, 1037]
job-serial: (৯)	[9, 863, 56, 954]
sms-second-label: দ্বিতীয় SMS:	[33, 1618, 91, 1630]
sms-reply1-label: Reply SMS :	[33, 1584, 97, 1597]
job-count: ৪৩	[315, 1, 358, 573]
tail-text: প্রাপ্ত প্রার্থীদের আবেদনপত্র বিজ্ঞপ্তি অনুযায়ী পূরণ প্রার্থীর যোগ্যতা যাচাইপূর্বক প্রার্থী আবেদনের সময় প্রার্থী কর্তৃক উল্লেখিত তথ্যের যথার্থতা নিশ্চিত হওয়া সাপেক্ষে পরীক্ষার জন্য বিবেচিত হবেন।	[33, 1892, 827, 1920]
job-trades	[200, 863, 315, 954]
job-trades	[200, 758, 315, 864]
job-qualification	[358, 1, 722, 573]
trade-item: ১× রেফ্রিজারেশন এন্ড এয়ার কন্ডিশন	[200, 758, 314, 791]
trade-item: ১× মেশিন মেইন্টেন্যান্স	[203, 557, 301, 570]
condition-item	[8, 1052, 827, 1067]
sms-first-label: প্রথম SMS:	[33, 1549, 85, 1561]
tail-number: ১২.	[8, 1967, 25, 1981]
trade-item: ১× ফ্রান্সি এড পাইপ	[200, 624, 314, 642]
sms-example2-label: Example:	[33, 1636, 82, 1648]
condition-number: খ.	[33, 1068, 43, 1082]
qualification-item: (ক) কোন স্বীকৃত বোর্ড হইতে মাধ্যমিক স্কুল সার্টিফিকেট বা সমমানের পরীক্ষায় উত্তীর্ণ এবং কোন স্বীকৃত ইন্সটিটিউট বা প্রতিষ্ঠান হইতে ট্রেড কোর্স সার্টিফিকেটসহ এবং সংশ্লিষ্ট কাজে ২(দুই) বৎসরের বাস্তব অভিজ্ঞতা;	[363, 762, 716, 806]
post-sms-text: প্রবেশপত্র প্রাপ্তির বিষয়টি http://bndcp.teletalk.com.bd ওয়েবসাইটে এবং বাংলাদেশ নৌবাহিনীর নিজস্ব ওয়েবসাইট www.navy.mil.bd এ এবং প্রার্থীর মোবাইল ফোনে SMS এর মাধ্যমে জানানো হবে।	[57, 1780, 827, 1808]
reference-number: আইএসপিআর/নৌ/২০২২/১৩০	[8, 2509, 142, 2521]
bullet-text: SMS প্রেরণের নিয়মাবলী ও পরীক্ষার ফি প্রদান: Online এ আবেদনপত্র (Application Form) যথাযথভাবে পূরণ করে নির্দেশনা মতে ছবি এবং স্বাক্ষর Upload করে আবেদনপত্র Submit করা সম্পন্ন হলে কম্পিউটারে ছবিসহ Application Preview দেখা যাবে। নির্ভুলভাবে আবেদনপত্র Submit করা সম্পন্ন হলে প্রার্থী একটি User ID, ছবি এবং স্বাক্ষরযুক্ত একটি Applicant's copy পাবেন। Applicant's copy তে User ID নম্বর দেয়া থাকবে এবং User ID নম্বর ব্যবহার করে প্রার্থী নিম্নোক্ত পদ্ধতিতে যে কোন Teletalk pre-paid mobile নম্বরের মাধ্যমে ২ (দুই)টি SMS করে পরীক্ষার ফি বাবদ ১১২/- টাকা ও ৫৬/- টাকা জমা দিবেন। Online আবেদনপত্রে পূরণকৃত তথ্যই যেহেতু পরবর্তী সকল কার্যক্রমে ব্যবহৃত হবে, সেহেতু Online এ আবেদনপত্র Submit করার পূর্বেই পূরণকৃত তথ্যের সঠিকতা সম্পর্কে প্রার্থী নিজে শতভাগ নিশ্চিত হবেন।	[57, 1468, 827, 1543]
post-sms-text: SMS এ প্রেরিত User ID এবং Password ব্যবহার করে পরবর্তীতে রোল নম্বর, পদের নাম, ছবি, পরীক্ষার তারিখ, সময় ও স্থান/পরীক্ষা কেন্দ্রের নাম ইত্যাদি তথ্য সংবলিত প্রবেশপত্র প্রার্থী Download পূর্বক রঙিন Print (পত্র করে) করে নিবেন। প্রার্থী Printed প্রবেশপত্রটি লিখিত পরীক্ষায় অংশগ্রহণের জন্য সঙ্গে আনবেন এবং ব্যবহারিক ও মৌখিক পরীক্ষার সময় অবশ্যই প্রদর্শন করবেন।	[57, 1703, 827, 1747]
sms-reply2-label: Reply SMS :	[33, 1654, 100, 1667]
